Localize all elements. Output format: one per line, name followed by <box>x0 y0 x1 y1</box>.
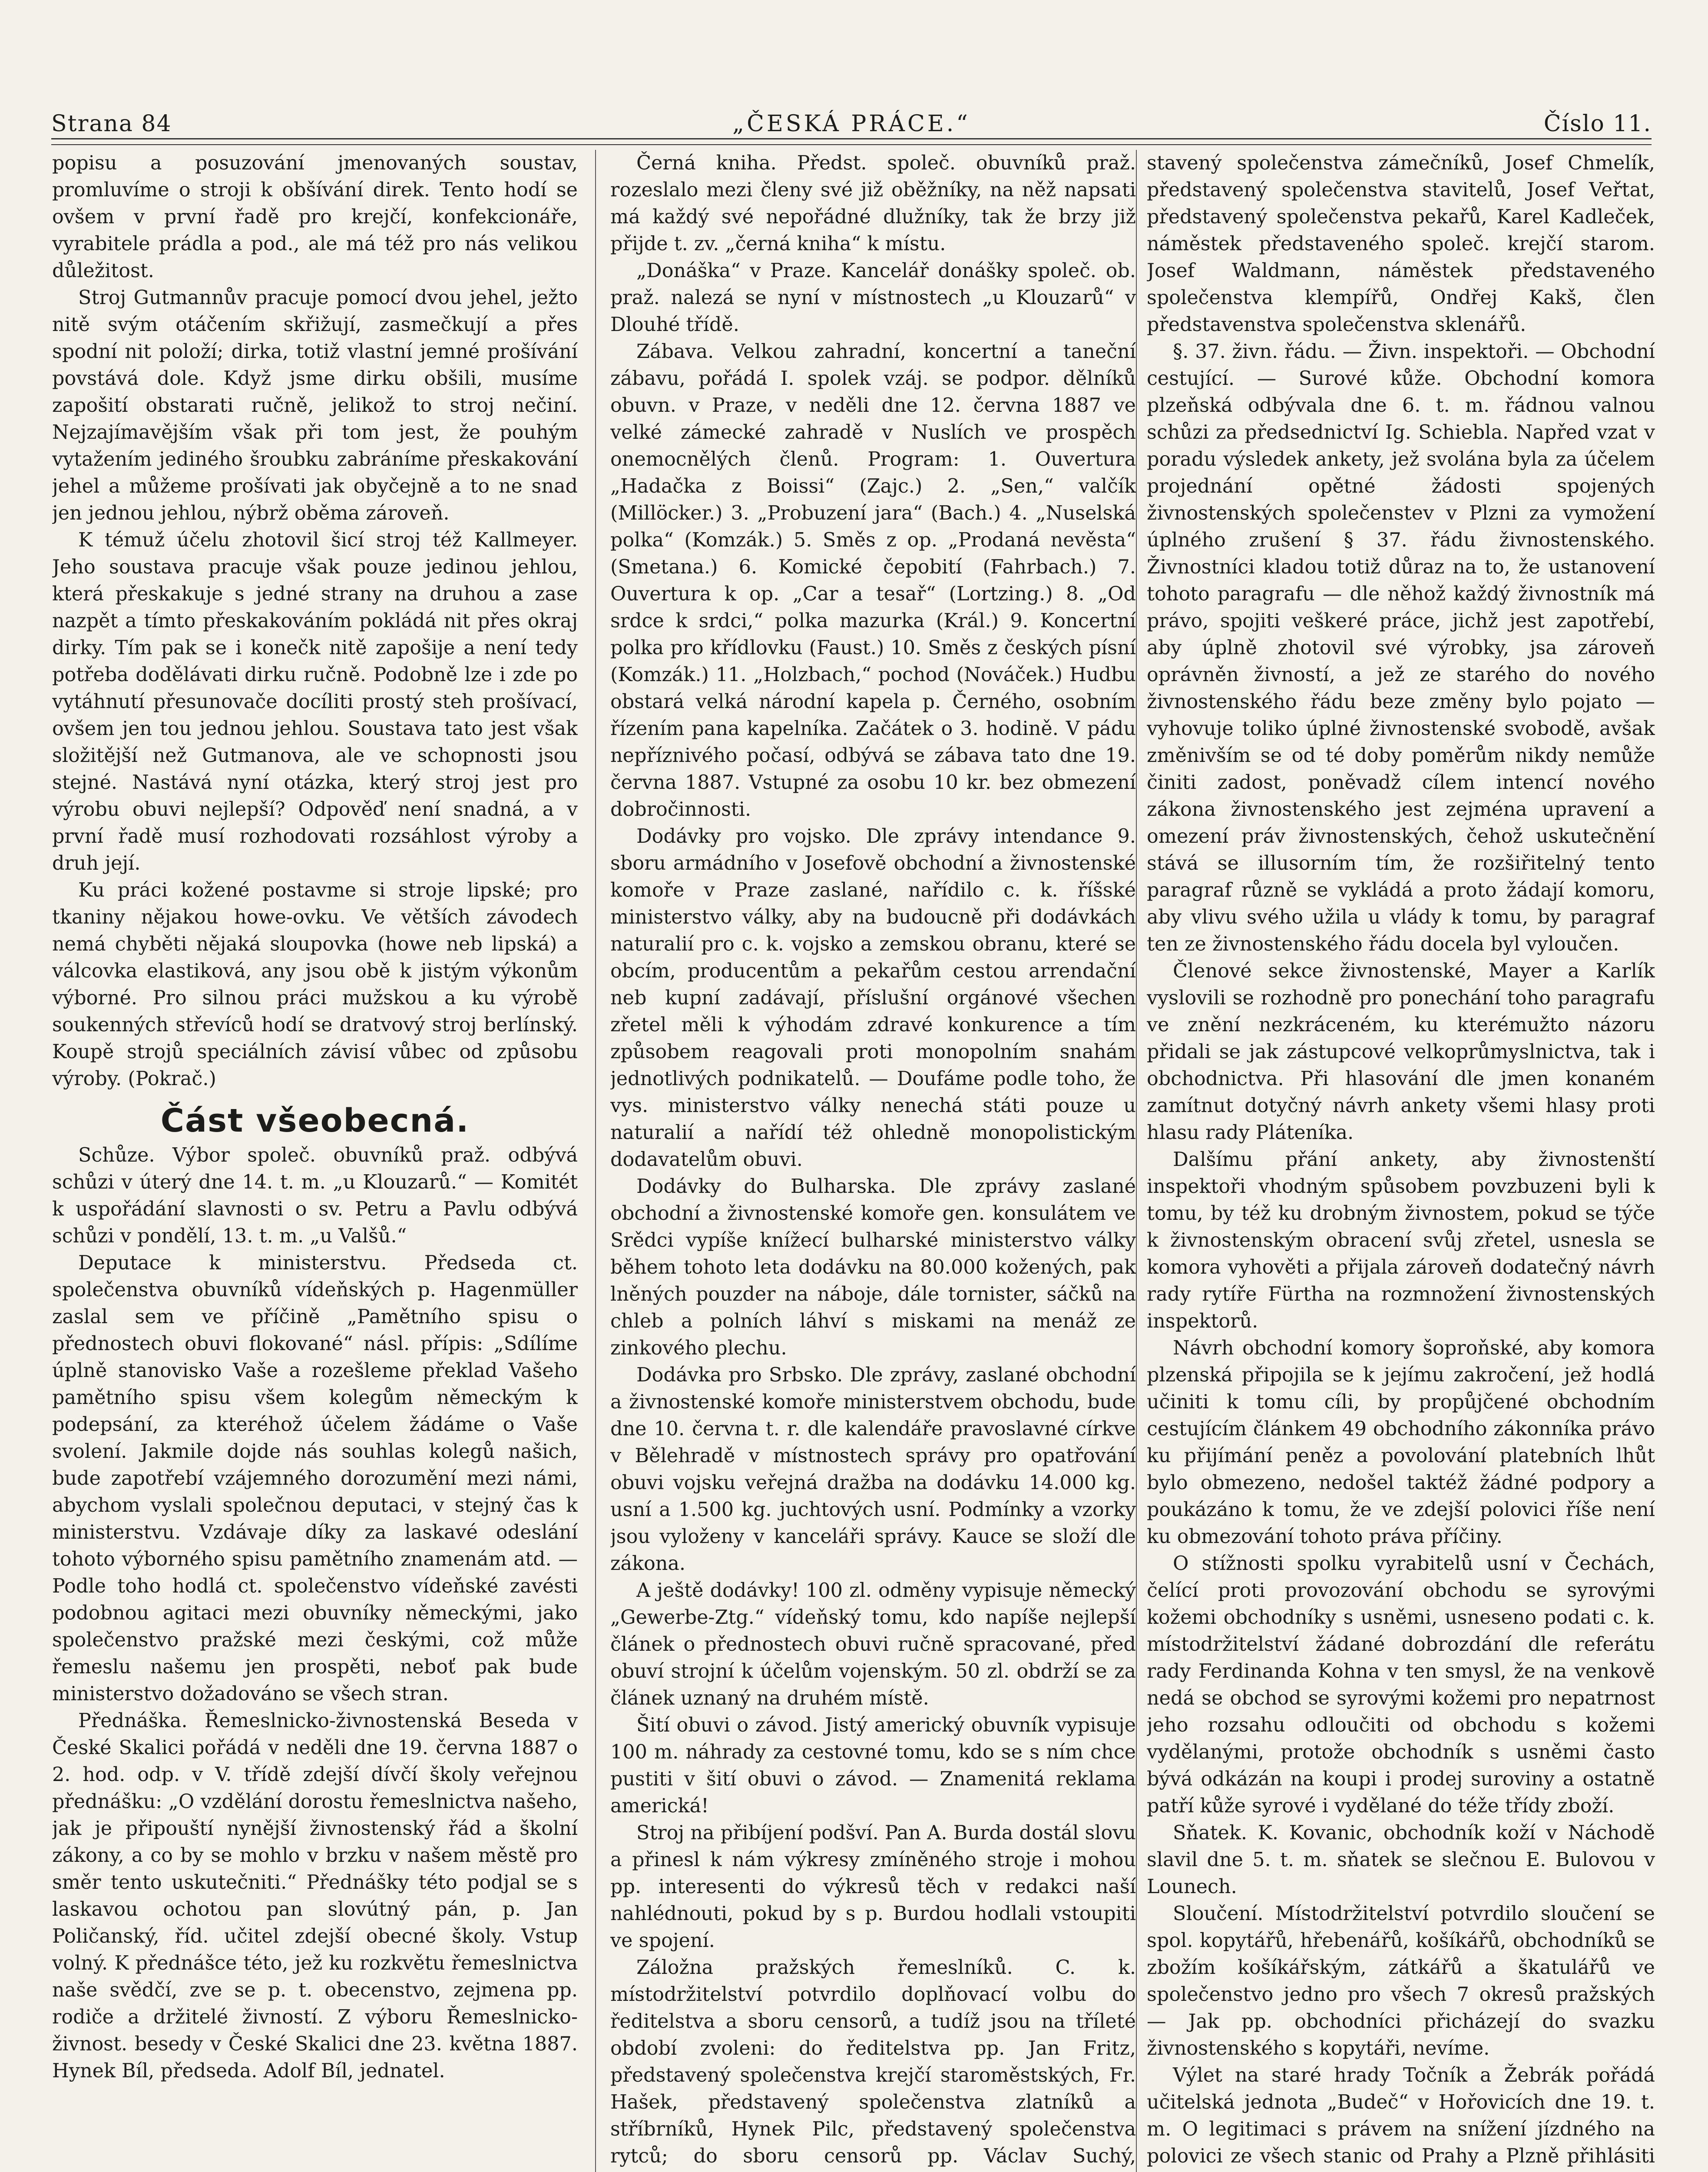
paragraph: Stroj na přibíjení podšví. Pan A. Burda dostál slovu a přinesl k nám výkresy zmíněného stroje i mohou pp. interesenti do výkresů těch v redakci naší nahlédnouti, pokud by s p. Burdou hodlali vstoupiti ve spojení. <box>610 1822 1136 1952</box>
paragraph: Členové sekce živnostenské, Mayer a Karlík vyslovili se rozhodně pro ponechání toho paragrafu ve znění nezkráceném, ku kterémužto názoru přidali se jak zástupcové velkoprůmyslnictva, tak i obchodnictva. Při hlasování dle jmen konaném zamítnut dotyčný návrh ankety všemi hlasy proti hlasu rady Pláteníka. <box>1147 960 1655 1144</box>
issue-number: Číslo 11. <box>1543 111 1652 137</box>
paragraph: Šití obuvi o závod. Jistý americký obuvník vypisuje 100 m. náhrady za cestovné tomu, kdo se s ním chce pustiti v šití obuvi o závod. — Znamenitá reklama americká! <box>610 1714 1136 1817</box>
paragraph: Černá kniha. Předst. společ. obuvníků praž. rozeslalo mezi členy své již oběžníky, na něž napsati má každý své nepořádné dlužníky, tak že brzy již přijde t. zv. „černá kniha“ k místu. <box>610 152 1136 255</box>
paragraph: „Donáška“ v Praze. Kancelář donášky společ. ob. praž. nalezá se nyní v místnostech „u Klouzarů“ v Dlouhé třídě. <box>610 260 1136 336</box>
paragraph: popisu a posuzování jmenovaných soustav, promluvíme o stroji k obšívání direk. Tento hodí se ovšem v první řadě pro krejčí, konfekcionáře, vyrabitele prádla a pod., ale má též pro nás velikou důležitost. <box>52 152 578 282</box>
paragraph: K témuž účelu zhotovil šicí stroj též Kallmeyer. Jeho soustava pracuje však pouze jedinou jehlou, která přeskakuje s jedné strany na druhou a zase nazpět a tímto přeskakováním pokládá nit přes okraj dirky. Tím pak se i konečk nitě zapošije a není tedy potřeba dodělávati dirku ručně. Podobně lze i zde po vytáhnutí přesunovače docíliti prostý steh prošívací, ovšem jen tou jednou jehlou. Soustava tato jest však složitější než Gutmanova, ale ve schopnosti jsou stejné. Nastává nyní otázka, který stroj jest pro výrobu obuvi nejlepší? Odpověď není snadná, a v první řadě musí rozhodovati rozsáhlost výroby a druh její. <box>52 529 578 874</box>
paragraph: Deputace k ministerstvu. Předseda ct. společenstva obuvníků vídeňských p. Hagenmüller zaslal sem ve příčině „Pamětního spisu o přednostech obuvi flokované“ násl. přípis: „Sdílíme úplně stanovisko Vaše a rozešleme překlad Vašeho pamětního spisu všem kolegům německým k podepsání, za kteréhož účelem žádáme o Vaše svolení. Jakmile dojde nás souhlas kolegů našich, bude zapotřebí vzájemného dorozumění mezi námi, abychom vyslali společnou deputaci, v stejný čas k ministerstvu. Vzdávaje díky za laskavé odeslání tohoto výborného spisu pamětního znamenám atd. — Podle toho hodlá ct. společenstvo vídeňské zavésti podobnou agitaci mezi obuvníky německými, jako společenstvo pražské mezi českými, což může řemeslu našemu jen prospěti, neboť pak bude ministerstvo dožadováno se všech stran. <box>52 1252 578 1705</box>
paragraph: stavený společenstva zámečníků, Josef Chmelík, představený společenstva stavitelů, Josef Veřtat, představený společenstva pekařů, Karel Kadleček, náměstek představeného společ. krejčí starom. Josef Waldmann, náměstek představeného společenstva klempířů, Ondřej Kakš, člen představenstva společenstva sklenářů. <box>1147 152 1655 336</box>
paragraph: Stroj Gutmannův pracuje pomocí dvou jehel, ježto nitě svým otáčením skřižují, zasmečkují a přes spodní nit položí; dirka, totiž vlastní jemné prošívání povstává dole. Když jsme dirku obšili, musíme zapošití obstarati ručně, jelikož to stroj nečiní. Nejzajímavějším však při tom jest, že pouhým vytažením jediného šroubku zabráníme přeskakování jehel a můžeme prošívati jak obyčejně a to ne snad jen jednou jehlou, nýbrž oběma zároveň. <box>52 287 578 524</box>
header-rule-thin <box>51 144 1652 145</box>
paragraph: Dodávka pro Srbsko. Dle zprávy, zaslané obchodní a živnostenské komoře ministerstvem obchodu, bude dne 10. června t. r. dle kalendáře pravoslavné církve v Bělehradě v místnostech správy pro opatřování obuvi vojsku veřejná dražba na dodávku 14.000 kg. usní a 1.500 kg. juchtových usní. Podmínky a vzorky jsou vyloženy v kanceláři správy. Kauce se složí dle zákona. <box>610 1364 1136 1575</box>
paragraph: Dodávky do Bulharska. Dle zprávy zaslané obchodní a živnostenské komoře gen. konsulátem ve Srědci vypíše knížecí bulharské ministerstvo války během tohoto leta dodávku na 80.000 kožených, pak lněných pouzder na náboje, dále tornister, sáčků na chleb a polních láhví s miskami na menáž ze zinkového plechu. <box>610 1175 1136 1359</box>
paragraph: Sloučení. Místodržitelství potvrdilo sloučení se spol. kopytářů, hřebenářů, košíkářů, obchodníků se zbožím košíkářským, zátkářů a škatulářů ve společenstvo jedno pro všech 7 okresů pražských — Jak pp. obchodníci přicházejí do svazku živnostenského s kopytáři, nevíme. <box>1147 1903 1655 2059</box>
masthead-title: „ČESKÁ PRÁCE.“ <box>732 111 970 137</box>
paragraph: §. 37. živn. řádu. — Živn. inspektoři. — Obchodní cestující. — Surové kůže. Obchodní komora plzeňská odbývala dne 6. t. m. řádnou valnou schůzi za předsednictví Ig. Schiebla. Napřed vzat v poradu výsledek ankety, jež svolána byla za účelem projednání opětné žádosti spojených živnostenských společenstev v Plzni za vymožení úplného zrušení § 37. řádu živnostenského. Živnostníci kladou totiž důraz na to, že ustanovení tohoto paragrafu — dle něhož každý živnostník má právo, spojiti veškeré práce, jichž jest zapotřebí, aby úplně zhotovil své výrobky, jsa zároveň oprávněn živností, a jež ze starého do nového živnostenského řádu beze změny bylo pojato — vyhovuje toliko úplné živnostenské svobodě, avšak změnivším se od té doby poměrům nikdy nemůže činiti zadost, poněvadž cílem intencí nového zákona živnostenského jest zejména upravení a omezení práv živnostenských, čehož uskutečnění stává se illusorním tím, že rozšiřitelný tento paragraf různě se vykládá a proto žádají komoru, aby vlivu svého užila u vlády k tomu, by paragraf ten ze živnostenského řádu docela byl vyloučen. <box>1147 341 1655 955</box>
header-rule <box>51 138 1652 139</box>
paragraph: Přednáška. Řemeslnicko-živnostenská Beseda v České Skalici pořádá v neděli dne 19. června 1887 o 2. hod. odp. v V. třídě zdejší dívčí školy veřejnou přednášku: „O vzdělání dorostu řemeslnictva našeho, jak je připouští nynější živnostenský řád a školní zákony, a co by se mohlo v brzku v našem městě pro směr tento uskutečniti.“ Přednášky této podjal se s laskavou ochotou pan slovútný pán, p. Jan Poličanský, říd. učitel zdejší obecné školy. Vstup volný. K přednášce této, jež ku rozkvětu řemeslnictva naše svědčí, zve se p. t. obecenstvo, zejmena pp. rodiče a držitelé živností. Z výboru Řemeslnicko-živnost. besedy v České Skalici dne 23. května 1887. Hynek Bíl, předseda. Adolf Bíl, jednatel. <box>52 1710 578 2082</box>
column-2 <box>610 150 1136 2172</box>
paragraph: Dalšímu přání ankety, aby živnostenští inspektoři vhodným spůsobem povzbuzeni byli k tomu, by též ku drobným živnostem, pokud se týče k živnostenským obracení svůj zřetel, usnesla se komora vyhověti a přijala zároveň dodatečný návrh rady rytíře Fürtha na rozmnožení živnostenských inspektorů. <box>1147 1149 1655 1332</box>
section-heading: Část všeobecná. <box>160 1102 470 1139</box>
paragraph: Dodávky pro vojsko. Dle zprávy intendance 9. sboru armádního v Josefově obchodní a živnostenské komoře v Praze zaslané, nařídilo c. k. říšské ministerstvo války, aby na budoucně při dodávkách naturalií pro c. k. vojsko a zemskou obranu, které se obcím, producentům a pekařům cestou arrendační neb kupní zadávají, příslušní orgánové všechen zřetel měli k výhodám zdravé konkurence a tím způsobem reagovali proti monopolním snahám jednotlivých podnikatelů. — Doufáme podle toho, že vys. ministerstvo války nenechá státi pouze u naturalií a nařídí též ohledně monopolistickým dodavatelům obuvi. <box>610 825 1136 1171</box>
paragraph: Záložna pražských řemeslníků. C. k. místodržitelství potvrdilo doplňovací volbu do ředitelstva a sboru censorů, a tudíž jsou na tříleté období zvoleni: do ředitelstva pp. Jan Fritz, představený společenstva krejčí staroměstských, Fr. Hašek, představený společenstva zlatníků a stříbrníků, Hynek Pilc, představený společenstva rytců; do sboru censorů pp. Václav Suchý, <box>610 1957 1136 2167</box>
column-divider <box>1136 150 1137 2172</box>
paragraph: Výlet na staré hrady Točník a Žebrák pořádá učitelská jednota „Budeč“ v Hořovicích dne 19. t. m. O legitimaci s právem na snížení jízdného na polovici ze všech stanic od Prahy a Plzně přihlásiti <box>1147 2064 1655 2167</box>
paragraph: Schůze. Výbor společ. obuvníků praž. odbývá schůzi v úterý dne 14. t. m. „u Klouzarů.“ — Komitét k uspořádání slavnosti o sv. Petru a Pavlu odbývá schůzi v pondělí, 13. t. m. „u Valšů.“ <box>52 1144 578 1247</box>
page-header <box>51 93 1652 146</box>
page-number: Strana 84 <box>51 111 172 137</box>
column-3 <box>1147 150 1655 2172</box>
paragraph: Sňatek. K. Kovanic, obchodník koží v Náchodě slavil dne 5. t. m. sňatek se slečnou E. Bulovou v Lounech. <box>1147 1822 1655 1898</box>
paragraph: Návrh obchodní komory šoproňské, aby komora plzenská připojila se k jejímu zakročení, jež hodlá učiniti k tomu cíli, by propůjčené obchodním cestujícím článkem 49 obchodního zákonníka právo ku přijímání peněz a povolování platebních lhůt bylo obmezeno, nedošel taktéž žádné podpory a poukázáno k tomu, že ve zdejší polovici říše není ku obmezování tohoto práva příčiny. <box>1147 1337 1655 1548</box>
paragraph: O stížnosti spolku vyrabitelů usní v Čechách, čelící proti provozování obchodu se syrovými kožemi obchodníky s usněmi, usneseno podati c. k. místodržitelství žádané dobrozdání dle referátu rady Ferdinanda Kohna v ten smysl, že na venkově nedá se obchod se syrovými kožemi pro nepatrnost jeho rozsahu odloučiti od obchodu s kožemi vydělanými, protože obchodník s usněmi často bývá odkázán na koupi i prodej suroviny a ostatně patří kůže syrové i vydělané do téže třídy zboží. <box>1147 1553 1655 1817</box>
column-1 <box>52 150 578 2172</box>
column-divider <box>595 150 596 2172</box>
paragraph: Ku práci kožené postavme si stroje lipské; pro tkaniny nějakou howe-ovku. Ve větších závodech nemá chyběti nějaká sloupovka (howe neb lipská) a válcovka elastiková, any jsou obě k jistým výkonům výborné. Pro silnou práci mužskou a ku výrobě soukenných střevíců hodí se dratvový stroj berlínský. Koupě strojů speciálních závisí vůbec od způsobu výroby. (Pokrač.) <box>52 879 578 1090</box>
paragraph: A ještě dodávky! 100 zl. odměny vypisuje německý „Gewerbe-Ztg.“ vídeňský tomu, kdo napíše nejlepší článek o přednostech obuvi ručně spracované, před obuví strojní k účelům vojenským. 50 zl. obdrží se za článek uznaný na druhém místě. <box>610 1579 1136 1709</box>
paragraph: Zábava. Velkou zahradní, koncertní a taneční zábavu, pořádá I. spolek vzáj. se podpor. dělníků obuvn. v Praze, v neděli dne 12. června 1887 ve velké zámecké zahradě v Nuslích ve prospěch onemocnělých členů. Program: 1. Ouvertura „Hadačka z Boissi“ (Zajc.) 2. „Sen,“ valčík (Millöcker.) 3. „Probuzení jara“ (Bach.) 4. „Nuselská polka“ (Komzák.) 5. Směs z op. „Prodaná nevěsta“ (Smetana.) 6. Komické čepobití (Fahrbach.) 7. Ouvertura k op. „Car a tesař“ (Lortzing.) 8. „Od srdce k srdci,“ polka mazurka (Král.) 9. Koncertní polka pro křídlovku (Faust.) 10. Směs z českých písní (Komzák.) 11. „Holzbach,“ pochod (Nováček.) Hudbu obstará velká národní kapela p. Černého, osobním řízením pana kapelníka. Začátek o 3. hodině. V pádu nepříznivého počasí, odbývá se zábava tato dne 19. června 1887. Vstupné za osobu 10 kr. bez obmezení dobročinnosti. <box>610 341 1136 821</box>
